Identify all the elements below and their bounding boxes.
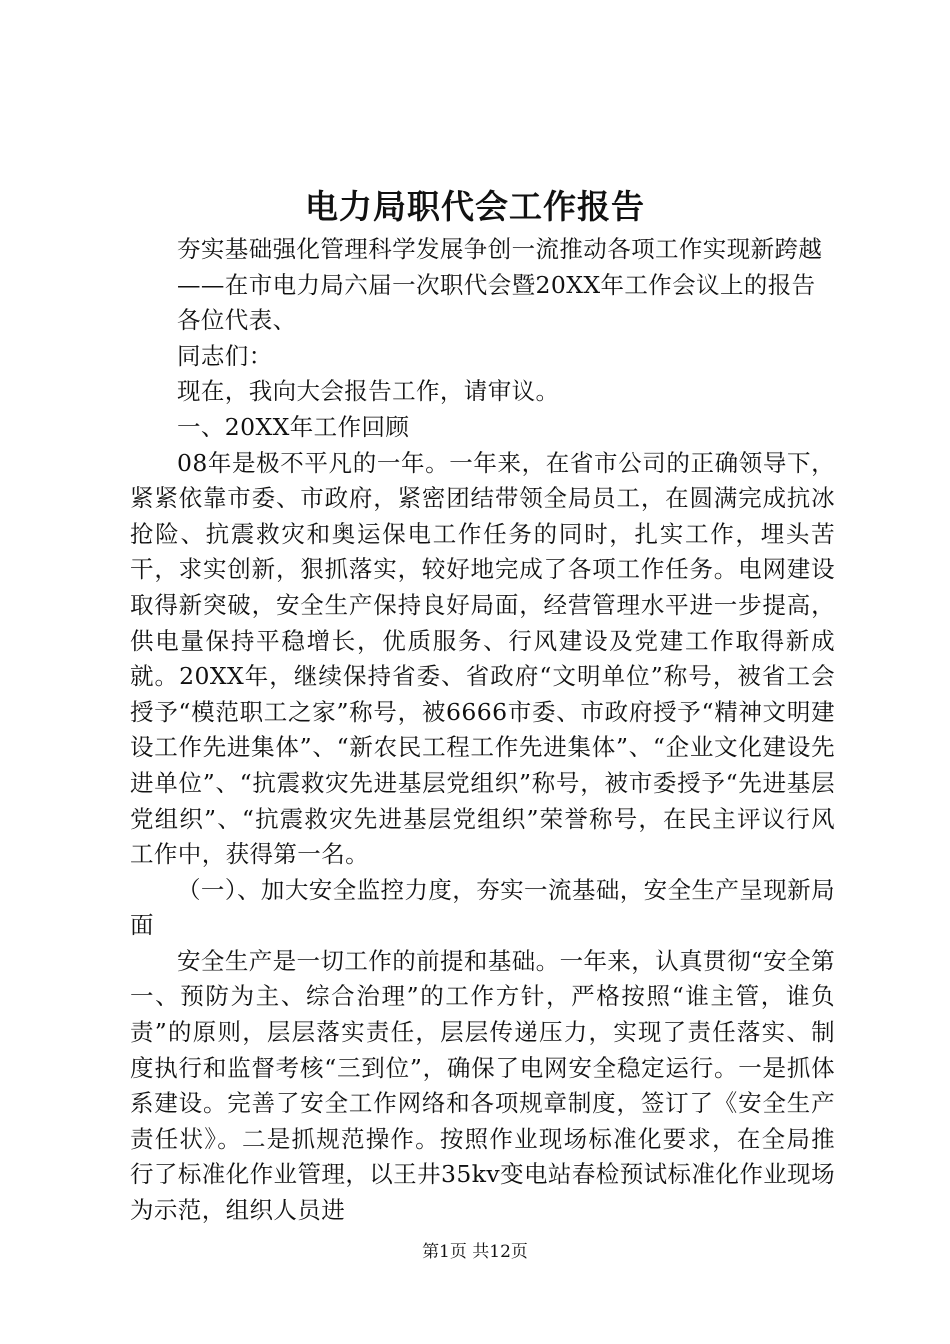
subtitle-line: 夯实基础强化管理科学发展争创一流推动各项工作实现新跨越 [177, 235, 823, 263]
document-body [130, 232, 835, 1229]
salutation-comrades: 同志们： [177, 341, 273, 370]
subtitle-report-line: ——在市电力局六届一次职代会暨20XX年工作会议上的报告 [177, 270, 816, 299]
safety-paragraph: 安全生产是一切工作的前提和基础。一年来，认真贯彻“安全第一、预防为主、综合治理”的工作方针，严格按照“谁主管，谁负责”的原则，层层落实责任，层层传递压力，实现了责任落实、制度执行和监督考核“三到位”，确保了电网安全稳定运行。一是抓体系建设。完善了安全工作网络和各项规章制度，签订了《安全生产责任状》。二是抓规范操作。按照作业现场标准化要求，在全局推行了标准化作业管理，以王井35kv变电站春检预试标准化作业现场为示范，组织人员进 [130, 946, 835, 1225]
page-number-footer: 第1页 共12页 [422, 1242, 528, 1262]
document-title: 电力局职代会工作报告 [305, 187, 645, 226]
opening-sentence: 现在，我向大会报告工作，请审议。 [177, 377, 560, 406]
subsection-heading-safety: （一）、加大安全监控力度，夯实一流基础，安全生产呈现新局面 [130, 875, 835, 940]
salutation-delegates: 各位代表、 [177, 306, 297, 335]
section-heading-review: 一、20XX年工作回顾 [177, 412, 410, 441]
review-paragraph: 08年是极不平凡的一年。一年来，在省市公司的正确领导下，紧紧依靠市委、市政府，紧密团结带领全局员工，在圆满完成抗冰抢险、抗震救灾和奥运保电工作任务的同时，扎实工作，埋头苦干，求实创新，狠抓落实，较好地完成了各项工作任务。电网建设取得新突破，安全生产保持良好局面，经营管理水平进一步提高，供电量保持平稳增长，优质服务、行风建设及党建工作取得新成就。20XX年，继续保持省委、省政府“文明单位”称号，被省工会授予“模范职工之家”称号，被6666市委、市政府授予“精神文明建设工作先进集体”、“新农民工程工作先进集体”、“企业文化建设先进单位”、“抗震救灾先进基层党组织”称号，被市委授予“先进基层党组织”、“抗震救灾先进基层党组织”荣誉称号，在民主评议行风工作中，获得第一名。 [130, 448, 835, 869]
